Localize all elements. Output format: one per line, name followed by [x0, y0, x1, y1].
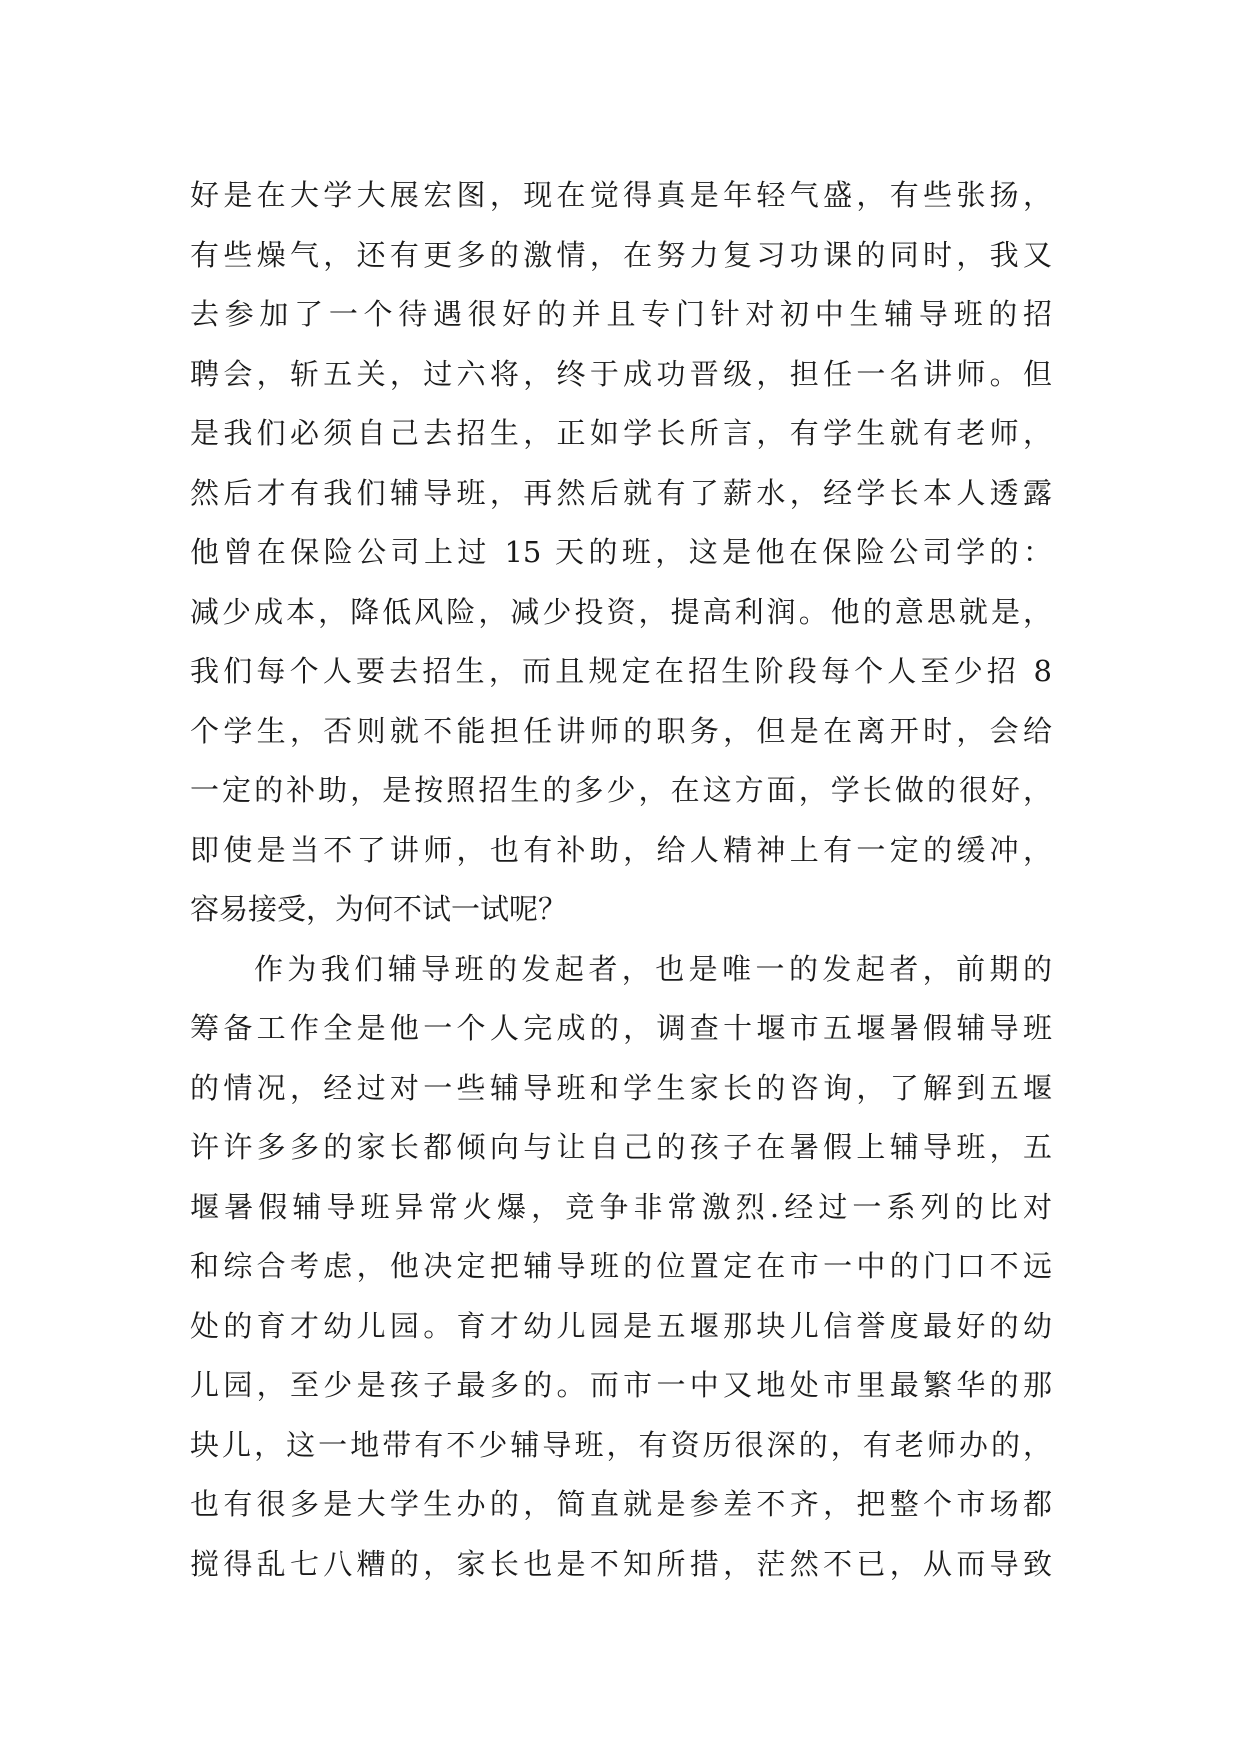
- body-text: [190, 166, 1052, 1594]
- text-line: 筹备工作全是他一个人完成的，调查十堰市五堰暑假辅导班: [190, 1011, 1052, 1045]
- text-line: 处的育才幼儿园。育才幼儿园是五堰那块儿信誉度最好的幼: [190, 1308, 1052, 1343]
- text-line: 容易接受，为何不试一试呢？: [190, 892, 568, 926]
- text-line: 是我们必须自己去招生，正如学长所言，有学生就有老师，: [190, 416, 1052, 450]
- text-line: 减少成本，降低风险，减少投资，提高利润。他的意思就是，: [190, 594, 1052, 629]
- text-line: 聘会，斩五关，过六将，终于成功晋级，担任一名讲师。但: [190, 356, 1052, 391]
- text-line: 也有很多是大学生办的，简直就是参差不齐，把整个市场都: [190, 1487, 1052, 1521]
- text-line: 儿园，至少是孩子最多的。而市一中又地处市里最繁华的那: [190, 1368, 1052, 1402]
- text-line: 即使是当不了讲师，也有补助，给人精神上有一定的缓冲，: [190, 832, 1052, 867]
- text-line: 的情况，经过对一些辅导班和学生家长的咨询，了解到五堰: [190, 1070, 1052, 1105]
- text-line: 我们每个人要去招生，而且规定在招生阶段每个人至少招 8: [190, 654, 1052, 688]
- text-line: 和综合考虑，他决定把辅导班的位置定在市一中的门口不远: [190, 1249, 1052, 1283]
- text-line: 好是在大学大展宏图，现在觉得真是年轻气盛，有些张扬，: [190, 178, 1052, 212]
- text-line: 他曾在保险公司上过 15 天的班，这是他在保险公司学的：: [190, 535, 1052, 569]
- text-line: 去参加了一个待遇很好的并且专门针对初中生辅导班的招: [190, 297, 1052, 331]
- text-line: 有些燥气，还有更多的激情，在努力复习功课的同时，我又: [190, 237, 1052, 272]
- text-line: 一定的补助，是按照招生的多少，在这方面，学长做的很好，: [190, 773, 1052, 807]
- text-line: 堰暑假辅导班异常火爆，竞争非常激烈.经过一系列的比对: [190, 1189, 1052, 1224]
- text-line: 个学生，否则就不能担任讲师的职务，但是在离开时，会给: [190, 713, 1052, 748]
- text-line: 许许多多的家长都倾向与让自己的孩子在暑假上辅导班，五: [190, 1130, 1052, 1164]
- text-line: 然后才有我们辅导班，再然后就有了薪水，经学长本人透露: [190, 475, 1052, 510]
- text-line: 块儿，这一地带有不少辅导班，有资历很深的，有老师办的，: [190, 1427, 1052, 1462]
- text-line: 搅得乱七八糟的，家长也是不知所措，茫然不已，从而导致: [190, 1546, 1052, 1581]
- text-line: 作为我们辅导班的发起者，也是唯一的发起者，前期的: [254, 951, 1052, 986]
